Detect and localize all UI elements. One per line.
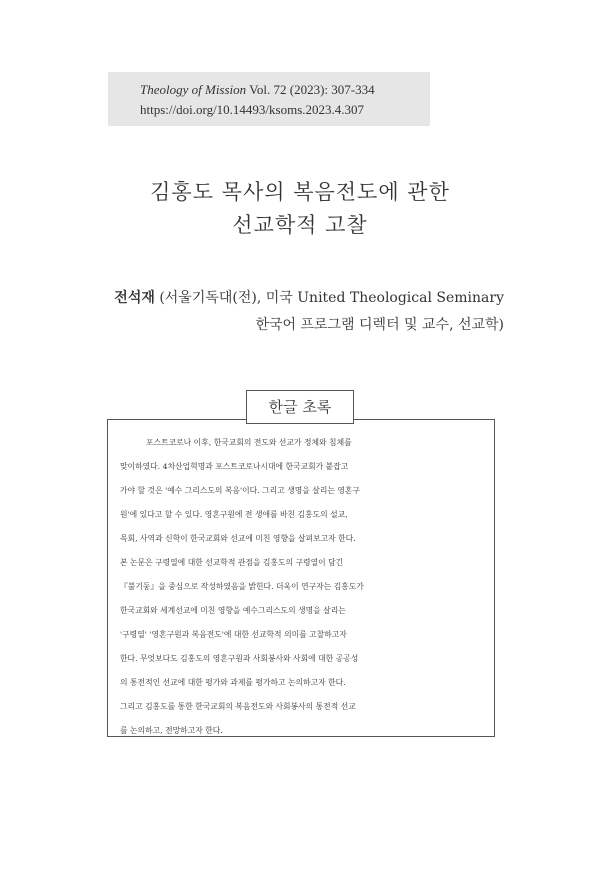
journal-name: Theology of Mission [140,82,247,97]
abstract-line: 원'에 있다고 할 수 있다. 영혼구원에 전 생애를 바친 김홍도의 설교, [120,510,348,519]
abstract-line: 한다. 무엇보다도 김홍도의 영혼구원과 사회봉사와 사회에 대한 공공성 [120,654,359,663]
paper-title-line-1: 김홍도 목사의 복음전도에 관한 [150,180,450,204]
doi-link[interactable]: https://doi.org/10.14493/ksoms.2023.4.307 [140,102,365,117]
abstract-line: 맞이하였다. 4차산업혁명과 포스트코로나시대에 한국교회가 붙잡고 [120,462,349,471]
abstract-line: 한국교회와 세계선교에 미친 영향을 예수그리스도의 생명을 살리는 [120,606,346,615]
abstract-line: 가야 할 것은 '예수 그리스도의 복음'이다. 그리고 생명을 살리는 영혼구 [120,486,360,495]
abstract-line: 목회, 사역과 신학이 한국교회와 선교에 미친 영향을 살펴보고자 한다. [120,534,356,543]
volume-pages: Vol. 72 (2023): 307-334 [246,82,375,97]
journal-citation [140,82,375,98]
author-name: 전석재 [114,290,155,306]
abstract-line: 를 논의하고, 전망하고자 한다. [120,726,223,735]
author-line-1 [114,287,504,307]
author-affiliation-1: (서울기독대(전), 미국 United Theological Seminary [154,290,504,306]
paper-title-line-2: 선교학적 고찰 [232,213,368,237]
abstract-label: 한글 초록 [246,390,354,424]
abstract-line: 『불기둥』을 중심으로 작성하였음을 밝힌다. 더욱이 연구자는 김홍도가 [120,582,364,591]
abstract-line: 의 통전적인 선교에 대한 평가와 과제를 평가하고 논의하고자 한다. [120,678,346,687]
author-affiliation-2: 한국어 프로그램 디렉터 및 교수, 선교학) [255,317,504,333]
abstract-line: 본 논문은 구령열에 대한 선교학적 관점을 김홍도의 구령열이 담긴 [120,558,344,567]
abstract-line: '구령열' '영혼구원과 복음전도'에 대한 선교학적 의미를 고찰하고자 [120,630,347,639]
abstract-line: 그리고 김홍도를 통한 한국교회의 복음전도와 사회봉사의 통전적 선교 [120,702,356,711]
abstract-line: 포스트코로나 이후, 한국교회의 전도와 선교가 정체와 침체를 [146,438,352,447]
